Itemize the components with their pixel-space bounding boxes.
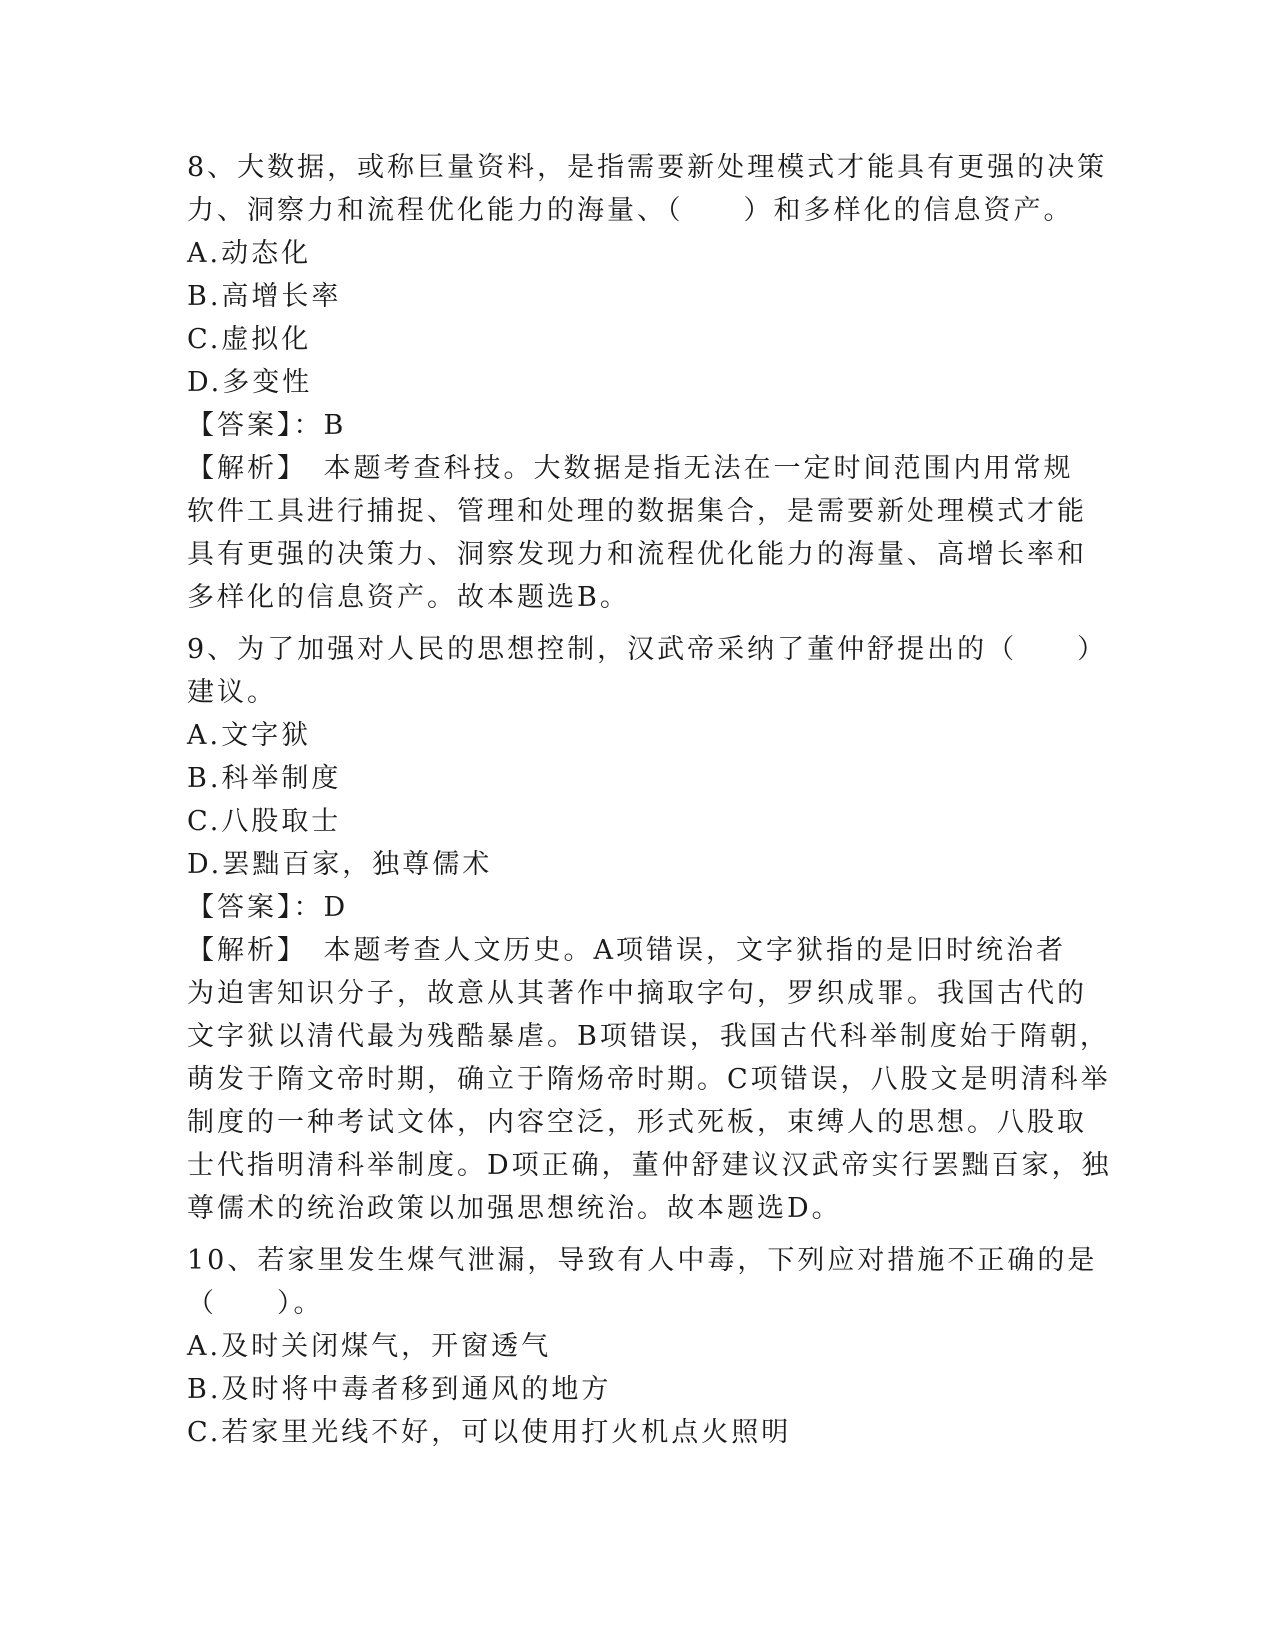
question-stem-line: 9、为了加强对人民的思想控制，汉武帝采纳了董仲舒提出的（ ） (187, 634, 1108, 665)
analysis-line: 制度的一种考试文体，内容空泛，形式死板，束缚人的思想。八股取 (187, 1107, 1087, 1138)
answer-line: 【答案】：D (187, 892, 349, 923)
question-spacer (187, 1230, 1087, 1239)
option-b: B.高增长率 (187, 281, 342, 312)
question-spacer (187, 619, 1087, 628)
analysis-line: 具有更强的决策力、洞察发现力和流程优化能力的海量、高增长率和 (187, 539, 1087, 570)
question-stem-line: 力、洞察力和流程优化能力的海量、（ ）和多样化的信息资产。 (187, 195, 1074, 226)
analysis-line: 萌发于隋文帝时期，确立于隋炀帝时期。C项错误，八股文是明清科举 (187, 1064, 1111, 1095)
option-a: A.及时关闭煤气，开窗透气 (187, 1331, 552, 1362)
document-page (187, 146, 1112, 1454)
option-d: D.多变性 (187, 367, 313, 398)
analysis-line: 【解析】 本题考查人文历史。A项错误，文字狱指的是旧时统治者 (187, 935, 1066, 966)
option-d: D.罢黜百家，独尊儒术 (187, 849, 493, 880)
option-b: B.科举制度 (187, 763, 342, 794)
question-stem-line: 建议。 (187, 677, 277, 708)
analysis-line: 士代指明清科举制度。D项正确，董仲舒建议汉武帝实行罢黜百家，独 (187, 1150, 1112, 1181)
question-10 (187, 1239, 1098, 1454)
option-c: C.若家里光线不好，可以使用打火机点火照明 (187, 1417, 792, 1448)
option-a: A.文字狱 (187, 720, 312, 751)
analysis-line: 尊儒术的统治政策以加强思想统治。故本题选D。 (187, 1193, 842, 1224)
analysis-line: 软件工具进行捕捉、管理和处理的数据集合，是需要新处理模式才能 (187, 496, 1087, 527)
option-c: C.八股取士 (187, 806, 342, 837)
option-c: C.虚拟化 (187, 324, 312, 355)
analysis-line: 【解析】 本题考查科技。大数据是指无法在一定时间范围内用常规 (187, 453, 1074, 484)
analysis-line: 为迫害知识分子，故意从其著作中摘取字句，罗织成罪。我国古代的 (187, 978, 1087, 1009)
question-stem-line: 8、大数据，或称巨量资料，是指需要新处理模式才能具有更强的决策 (187, 152, 1108, 183)
option-b: B.及时将中毒者移到通风的地方 (187, 1374, 612, 1405)
question-stem-line: 10、若家里发生煤气泄漏，导致有人中毒，下列应对措施不正确的是 (187, 1245, 1098, 1276)
question-stem-line: （ ）。 (187, 1288, 324, 1319)
analysis-line: 多样化的信息资产。故本题选B。 (187, 582, 630, 613)
answer-line: 【答案】：B (187, 410, 347, 441)
question-9 (187, 628, 1112, 1230)
analysis-line: 文字狱以清代最为残酷暴虐。B项错误，我国古代科举制度始于隋朝， (187, 1021, 1110, 1052)
question-8 (187, 146, 1108, 619)
option-a: A.动态化 (187, 238, 312, 269)
